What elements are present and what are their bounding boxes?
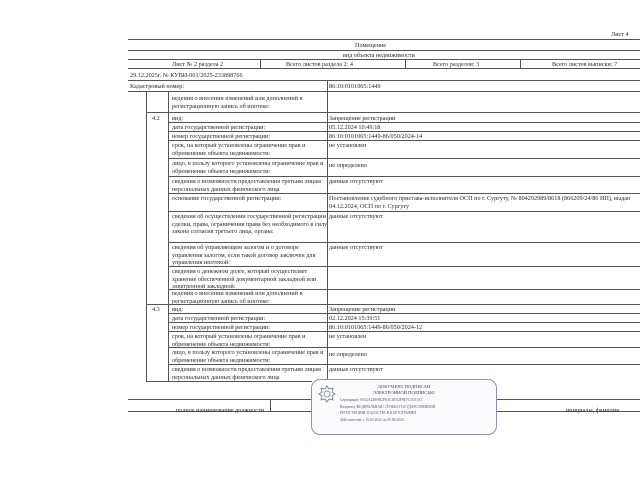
signature-label: инициалы, фамилия (566, 407, 619, 414)
row-value: не определено (329, 162, 367, 169)
cadastral-number: 86:10:0101065:1449 (329, 83, 381, 90)
row-rule (146, 381, 312, 382)
row-label: сведения о возможности предоставления третьим лицам персональных данных физического лица (172, 178, 321, 193)
row-label: лицо, в пользу которого установлены ограничение прав и обременение объекта недвижимости: (172, 349, 324, 364)
header-divider (405, 59, 406, 68)
row-label: вид: (172, 115, 184, 122)
row-rule (168, 242, 640, 243)
sheet-number: Лист 4 (611, 31, 629, 38)
row-label: сведения о возможности предоставления третьим лицам персональных данных физического лица (172, 366, 321, 381)
row-value: не установлен (329, 333, 367, 340)
footer-rule (128, 399, 312, 400)
entry-number: 4.2 (152, 115, 160, 122)
row-label: срок, на который установлены ограничение прав и обременение объекта недвижимости: (172, 333, 306, 348)
row-value: Запрещение регистрации (329, 306, 396, 313)
row-label: дата государственной регистрации: (172, 124, 266, 131)
row-label: сведения об управляющем залогом и о договоре управления залогом, если такой договор заключен для управления ипотекой: (172, 244, 316, 267)
cadastral-label: Кадастровый номер: (130, 83, 185, 90)
row-value: данные отсутствуют (329, 366, 383, 373)
row-value: 05.12.2024 10:49:18 (329, 124, 381, 131)
section-total: Всего листов раздела 2: 4 (286, 61, 353, 68)
row-value: не установлен (329, 142, 367, 149)
row-rule (168, 266, 640, 267)
stamp-subtitle: ЭЛЕКТРОННОЙ ПОДПИСЬЮ (373, 390, 435, 395)
row-label: ведения о внесении изменений или дополнений в регистрационную запись об ипотеке: (172, 95, 303, 110)
row-value: данные отсутствуют (329, 213, 383, 220)
stamp-title: ДОКУМЕНТ ПОДПИСАН (377, 384, 431, 389)
stamp-validity: Действителен: с 16.05.2025 по 09.08.2026 (340, 418, 404, 422)
header-divider (520, 59, 521, 68)
row-rule (168, 176, 640, 177)
object-type: вид объекта недвижимости (343, 52, 415, 59)
row-value: 02.12.2024 15:39:51 (329, 315, 381, 322)
extract-total: Всего листов выписки: 7 (552, 61, 618, 68)
row-label: срок, на который установлены ограничение прав и обременение объекта недвижимости: (172, 142, 306, 157)
stamp-owner-cont: РЕГИСТРАЦИИ, КАДАСТРА И КАРТОГРАФИИ (340, 411, 416, 415)
entry-number: 4.3 (152, 306, 160, 313)
row-value: Запрещение регистрации (329, 115, 396, 122)
header-rule (128, 80, 640, 81)
row-rule (168, 313, 640, 314)
row-rule (168, 331, 640, 332)
row-label: номер государственной регистрации: (172, 133, 270, 140)
row-label: сведения о денежном долге, который осуществляет хранение обеспеченной документарной закладной или электронной закладной: (172, 268, 317, 291)
row-value: данные отсутствуют (329, 178, 383, 185)
header-rule (128, 59, 640, 60)
row-label: основание государственной регистрации: (172, 195, 282, 202)
header-rule (128, 50, 640, 51)
row-label: номер государственной регистрации: (172, 324, 270, 331)
row-label: ведения о внесении изменений или дополнений в регистрационную запись об ипотеке: (172, 290, 303, 305)
header-divider (260, 59, 261, 68)
extract-date-number: 29.12.2025г. № КУВИ-001/2025-233898766 (130, 72, 243, 79)
header-rule (128, 68, 640, 69)
row-value: 86:10:0101065:1449-86/050/2024-12 (329, 324, 423, 331)
position-label: полное наименование должности (176, 407, 264, 414)
row-rule (168, 158, 640, 159)
section-sheet: Лист № 2 раздела 2 (172, 61, 224, 68)
row-rule (168, 322, 640, 323)
row-rule (168, 131, 640, 132)
footer-rule (495, 399, 640, 400)
stamp-owner: Владелец: ФЕДЕРАЛЬНАЯ СЛУЖБА ГОСУДАРСТВЕННОЙ (340, 405, 436, 409)
row-rule (146, 304, 640, 305)
row-rule (168, 347, 640, 348)
row-label: вид: (172, 306, 184, 313)
row-value: 86:10:0101065:1449-86/050/2024-14 (329, 133, 423, 140)
row-value: данные отсутствуют (329, 244, 383, 251)
row-label: дата государственной регистрации: (172, 315, 266, 322)
header-divider (327, 80, 328, 91)
row-rule (168, 211, 640, 212)
row-rule (327, 364, 640, 365)
row-label: сведения об осуществлении государственной регистрации сделки, права, ограничения права без необходимого в силу закона согласия третьего лица, органа: (172, 213, 328, 236)
row-rule (146, 112, 640, 113)
header-rule (128, 91, 640, 92)
table-border-left (146, 91, 147, 381)
document-title: Помещение (355, 42, 386, 49)
row-rule (168, 140, 640, 141)
table-number-divider (168, 91, 169, 381)
row-rule (168, 193, 640, 194)
sections-total: Всего разделов: 3 (433, 61, 480, 68)
row-label: лицо, в пользу которого установлены ограничение прав и обременение объекта недвижимости: (172, 160, 324, 175)
row-value: не определено (329, 351, 367, 358)
row-value: Постановление судебного пристава-исполнителя ОСП по г. Сургуту, № 804292989/8618 (866209/24/86 ИП), выдан 04.12.2024, ОСП по г. Сургуту (329, 195, 631, 210)
header-rule (128, 39, 640, 40)
row-rule (168, 364, 328, 365)
row-rule (168, 122, 640, 123)
stamp-certificate: Сертификат: 00A2A2D69B2FE4C1BA2F9E7C3C01A7 (340, 398, 423, 402)
footer-divider (270, 399, 271, 411)
electronic-signature-stamp (311, 379, 497, 435)
